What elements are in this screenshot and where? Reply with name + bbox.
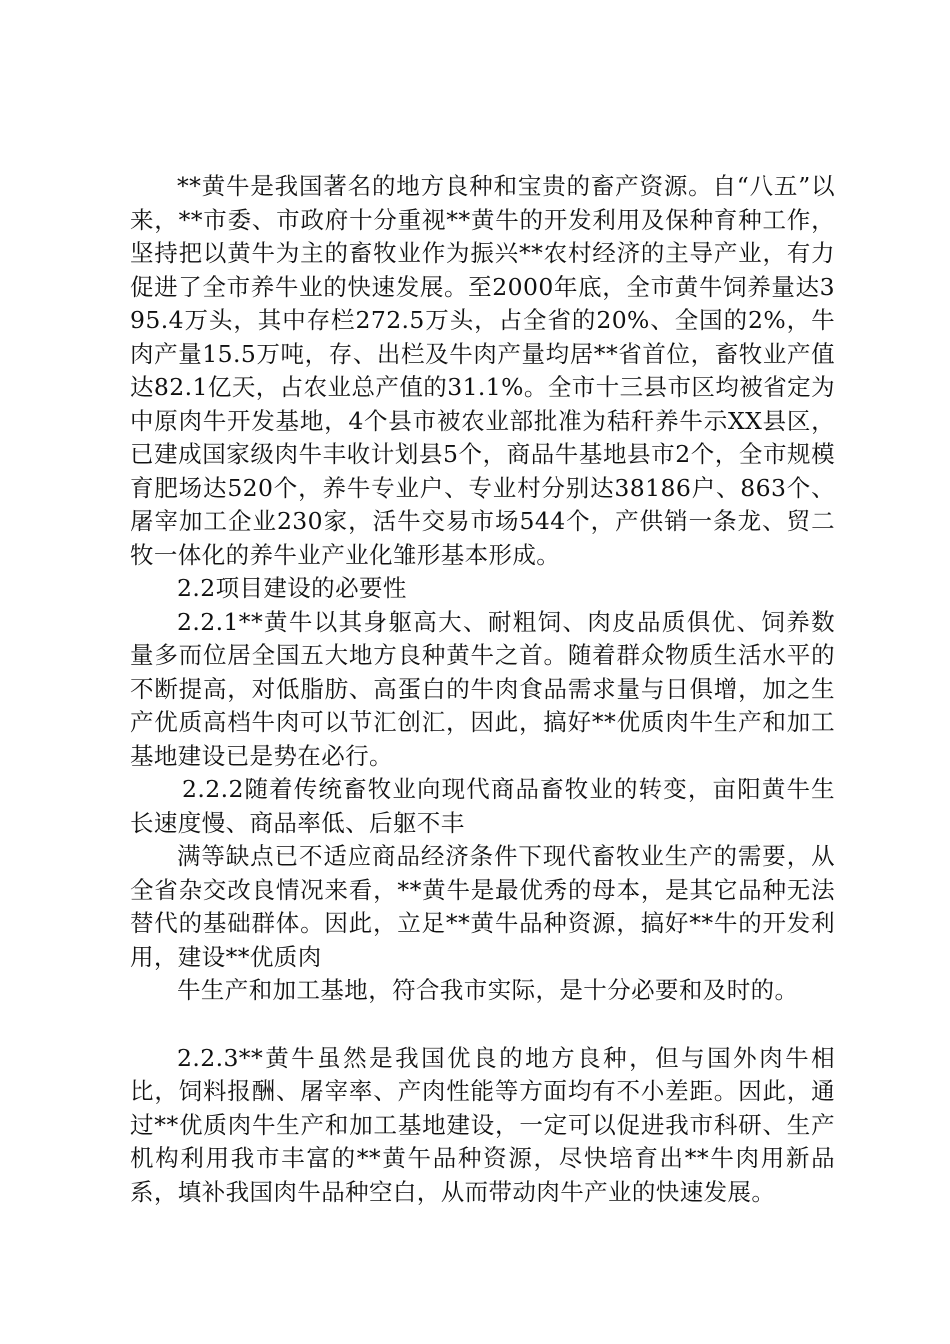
section-heading-2-2: 2.2项目建设的必要性 <box>177 574 407 602</box>
paragraph-2-2-1: 2.2.1**黄牛以其身躯高大、耐粗饲、肉皮品质俱优、饲养数量多而位居全国五大地方良种黄牛之首。随着群众物质生活水平的不断提高，对低脂肪、高蛋白的牛肉食品需求量与日俱增，加之生产优质高档牛肉可以节汇创汇，因此，搞好**优质肉牛生产和加工基地建设已是势在必行。 <box>130 607 835 770</box>
paragraph-intro: **黄牛是我国著名的地方良种和宝贵的畜产资源。自“八五”以来，**市委、市政府十分重视**黄牛的开发利用及保种育种工作，坚持把以黄牛为主的畜牧业作为振兴**农村经济的主导产业，有力促进了全市养牛业的快速发展。至2000年底，全市黄牛饲养量达395.4万头，其中存栏272.5万头，占全省的20%、全国的2%，牛肉产量15.5万吨，存、出栏及牛肉产量均居**省首位，畜牧业产值达82.1亿天，占农业总产值的31.1%。全市十三县市区均被省定为中原肉牛开发基地，4个县市被农业部批准为秸秆养牛示XX县区，已建成国家级肉牛丰收计划县5个，商品牛基地县市2个，全市规模育肥场达520个，养牛专业户、专业村分别达38186户、863个、屠宰加工企业230家，活牛交易市场544个，产供销一条龙、贸二牧一体化的养牛业产业化雏形基本形成。 <box>130 172 835 569</box>
paragraph-2-2-3: 2.2.3**黄牛虽然是我国优良的地方良种，但与国外肉牛相比，饲料报酬、屠宰率、产肉性能等方面均有不小差距。因此，通过**优质肉牛生产和加工基地建设，一定可以促进我市科研、生产机构利用我市丰富的**黄午品种资源，尽快培育出**牛肉用新品系，填补我国肉牛品种空白，从而带动肉牛产业的快速发展。 <box>130 1043 835 1206</box>
document-body <box>130 170 835 1209</box>
paragraph-2-2-2-part1: 2.2.2随着传统畜牧业向现代商品畜牧业的转变，亩阳黄牛生长速度慢、商品率低、后躯不丰 <box>130 775 835 837</box>
paragraph-gap <box>130 1008 835 1042</box>
paragraph-2-2-2-part3: 牛生产和加工基地，符合我市实际，是十分必要和及时的。 <box>177 976 799 1004</box>
paragraph-2-2-2-part2: 满等缺点已不适应商品经济条件下现代畜牧业生产的需要，从全省杂交改良情况来看，**黄牛是最优秀的母本，是其它品种无法替代的基础群体。因此，立足**黄牛品种资源，搞好**牛的开发利用，建设**优质肉 <box>130 842 835 971</box>
